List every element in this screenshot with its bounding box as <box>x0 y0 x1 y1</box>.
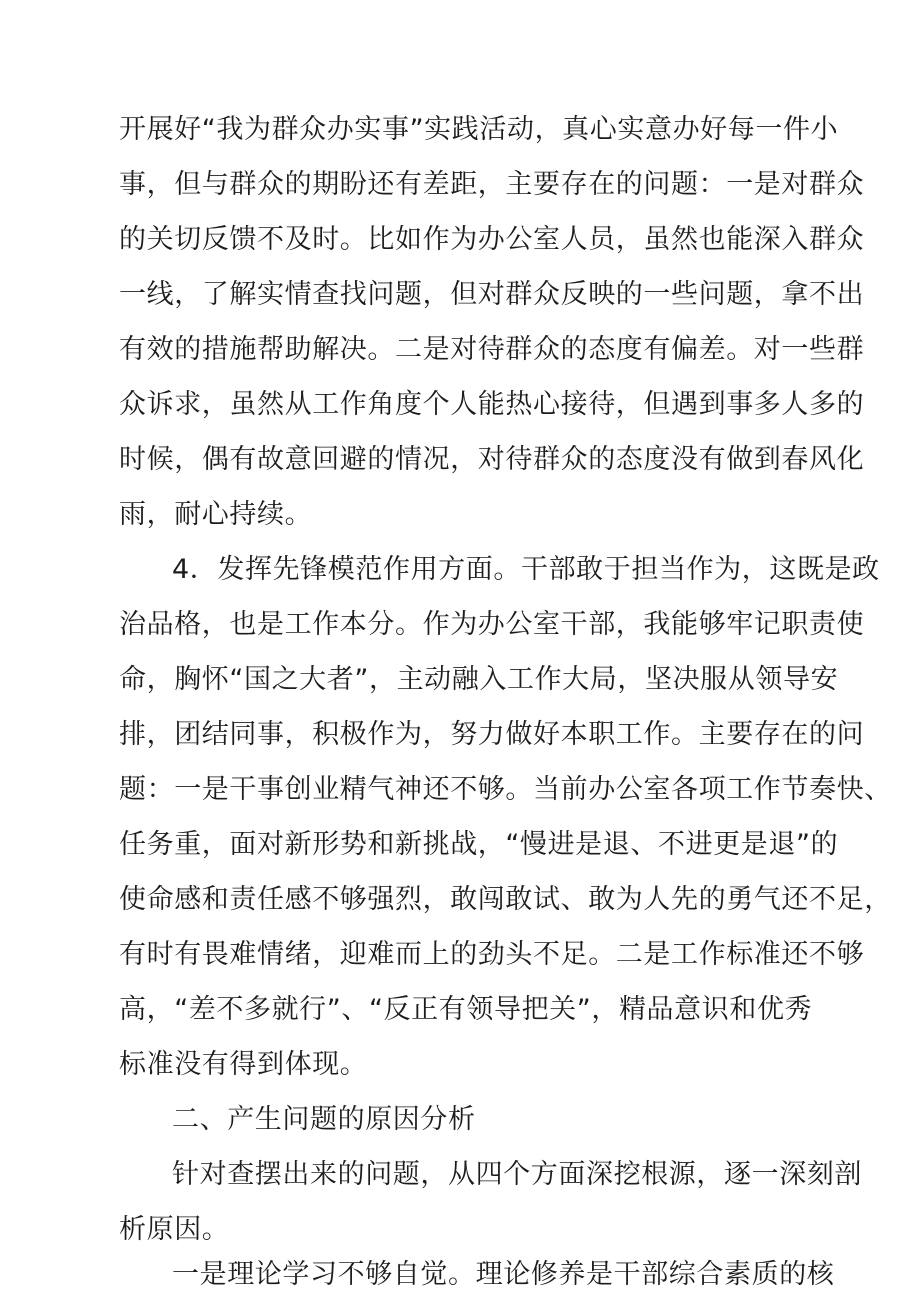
paragraph-1-line-4: 一线，了解实情查找问题，但对群众反映的一些问题，拿不出 <box>119 279 865 310</box>
section-heading: 二、产生问题的原因分析 <box>172 1104 476 1135</box>
paragraph-2-line-6: 任务重，面对新形势和新挑战，“慢进是退、不进更是退”的 <box>119 829 839 860</box>
paragraph-3-line-1: 针对查摆出来的问题，从四个方面深挖根源，逐一深刻剖 <box>172 1159 862 1190</box>
paragraph-1-line-1: 开展好“我为群众办实事”实践活动，真心实意办好每一件小 <box>119 114 839 145</box>
paragraph-1-line-2: 事，但与群众的期盼还有差距，主要存在的问题：一是对群众 <box>119 169 865 200</box>
paragraph-2-line-1: 4．发挥先锋模范作用方面。干部敢于担当作为，这既是政 <box>172 554 880 585</box>
paragraph-3-line-2: 析原因。 <box>119 1214 230 1245</box>
paragraph-1-line-7: 时候，偶有故意回避的情况，对待群众的态度没有做到春风化 <box>119 444 865 475</box>
paragraph-2-line-4: 排，团结同事，积极作为，努力做好本职工作。主要存在的问 <box>119 719 865 750</box>
paragraph-2-line-5: 题：一是干事创业精气神还不够。当前办公室各项工作节奏快、 <box>119 774 892 805</box>
paragraph-2-line-3: 命，胸怀“国之大者”，主动融入工作大局，坚决服从领导安 <box>119 664 839 695</box>
paragraph-2-line-2: 治品格，也是工作本分。作为办公室干部，我能够牢记职责使 <box>119 609 865 640</box>
paragraph-2-line-9: 高，“差不多就行”、“反正有领导把关”，精品意识和优秀 <box>119 994 813 1025</box>
paragraph-1-line-6: 众诉求，虽然从工作角度个人能热心接待，但遇到事多人多的 <box>119 389 865 420</box>
paragraph-2-line-7: 使命感和责任感不够强烈，敢闯敢试、敢为人先的勇气还不足， <box>119 884 892 915</box>
paragraph-2-line-10: 标准没有得到体现。 <box>119 1049 368 1080</box>
paragraph-1-line-3: 的关切反馈不及时。比如作为办公室人员，虽然也能深入群众 <box>119 224 865 255</box>
paragraph-1-line-8: 雨，耐心持续。 <box>119 499 313 530</box>
paragraph-1-line-5: 有效的措施帮助解决。二是对待群众的态度有偏差。对一些群 <box>119 334 865 365</box>
paragraph-2-line-8: 有时有畏难情绪，迎难而上的劲头不足。二是工作标准还不够 <box>119 939 865 970</box>
paragraph-4-line-1: 一是理论学习不够自觉。理论修养是干部综合素质的核 <box>172 1259 835 1290</box>
